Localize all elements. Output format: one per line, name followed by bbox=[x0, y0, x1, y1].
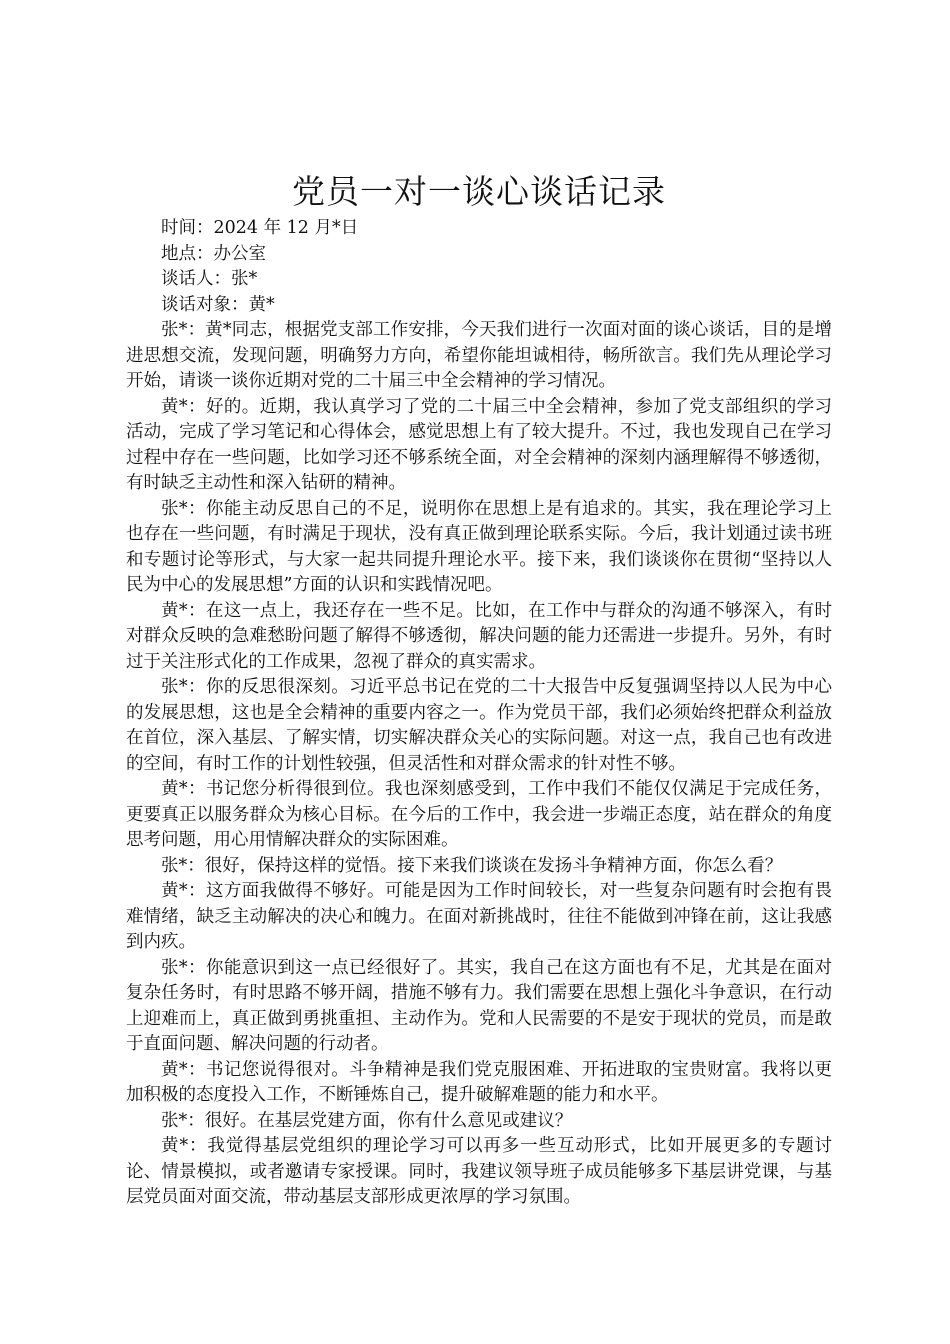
paragraph: 张*：你能主动反思自己的不足，说明你在思想上是有追求的。其实，我在理论学习上也存在一些问题，有时满足于现状，没有真正做到理论联系实际。今后，我计划通过读书班和专题讨论等形式，与大家一起共同提升理论水平。接下来，我们谈谈你在贯彻“坚持以人民为中心的发展思想”方面的认识和实践情况吧。 bbox=[126, 498, 832, 595]
meta-time: 时间：2024 年 12 月*日 bbox=[161, 218, 359, 238]
document-title: 党员一对一谈心谈话记录 bbox=[292, 172, 666, 211]
paragraph: 黄*：我觉得基层党组织的理论学习可以再多一些互动形式，比如开展更多的专题讨论、情景模拟，或者邀请专家授课。同时，我建议领导班子成员能够多下基层讲党课，与基层党员面对面交流，带动基层支部形成更浓厚的学习氛围。 bbox=[126, 1136, 832, 1207]
meta-target: 谈话对象：黄* bbox=[161, 294, 275, 315]
paragraph: 黄*：在这一点上，我还存在一些不足。比如，在工作中与群众的沟通不够深入，有时对群众反映的急难愁盼问题了解得不够透彻，解决问题的能力还需进一步提升。另外，有时过于关注形式化的工作成果，忽视了群众的真实需求。 bbox=[126, 600, 832, 672]
paragraph: 黄*：这方面我做得不够好。可能是因为工作时间较长，对一些复杂问题有时会抱有畏难情绪，缺乏主动解决的决心和魄力。在面对新挑战时，往往不能做到冲锋在前，这让我感到内疚。 bbox=[126, 881, 832, 952]
paragraph: 张*：黄*同志，根据党支部工作安排，今天我们进行一次面对面的谈心谈话，目的是增进思想交流，发现问题，明确努力方向，希望你能坦诚相待，畅所欲言。我们先从理论学习开始，请谈一谈你近期对党的二十届三中全会精神的学习情况。 bbox=[126, 320, 832, 391]
paragraph: 黄*：书记您分析得很到位。我也深刻感受到，工作中我们不能仅仅满足于完成任务，更要真正以服务群众为核心目标。在今后的工作中，我会进一步端正态度，站在群众的角度思考问题，用心用情解决群众的实际困难。 bbox=[126, 779, 832, 850]
meta-place: 地点：办公室 bbox=[161, 243, 266, 264]
paragraph: 张*：你能意识到这一点已经很好了。其实，我自己在这方面也有不足，尤其是在面对复杂任务时，有时思路不够开阔，措施不够有力。我们需要在思想上强化斗争意识，在行动上迎难而上，真正做到勇挑重担、主动作为。党和人民需要的不是安于现状的党员，而是敢于直面问题、解决问题的行动者。 bbox=[126, 957, 832, 1054]
paragraph: 张*：你的反思很深刻。习近平总书记在党的二十大报告中反复强调坚持以人民为中心的发展思想，这也是全会精神的重要内容之一。作为党员干部，我们必须始终把群众利益放在首位，深入基层、了解实情，切实解决群众关心的实际问题。对这一点，我自己也有改进的空间，有时工作的计划性较强，但灵活性和对群众需求的针对性不够。 bbox=[126, 677, 832, 774]
paragraph: 张*：很好。在基层党建方面，你有什么意见或建议？ bbox=[161, 1110, 573, 1131]
paragraph: 张*：很好，保持这样的觉悟。接下来我们谈谈在发扬斗争精神方面，你怎么看？ bbox=[161, 855, 783, 876]
meta-speaker: 谈话人：张* bbox=[161, 269, 258, 289]
paragraph: 黄*：好的。近期，我认真学习了党的二十届三中全会精神，参加了党支部组织的学习活动，完成了学习笔记和心得体会，感觉思想上有了较大提升。不过，我也发现自己在学习过程中存在一些问题，比如学习还不够系统全面，对全会精神的深刻内涵理解得不够透彻，有时缺乏主动性和深入钻研的精神。 bbox=[126, 396, 832, 493]
document-body bbox=[126, 170, 832, 1211]
paragraph: 黄*：书记您说得很对。斗争精神是我们党克服困难、开拓进取的宝贵财富。我将以更加积极的态度投入工作，不断锤炼自己，提升破解难题的能力和水平。 bbox=[126, 1059, 832, 1105]
